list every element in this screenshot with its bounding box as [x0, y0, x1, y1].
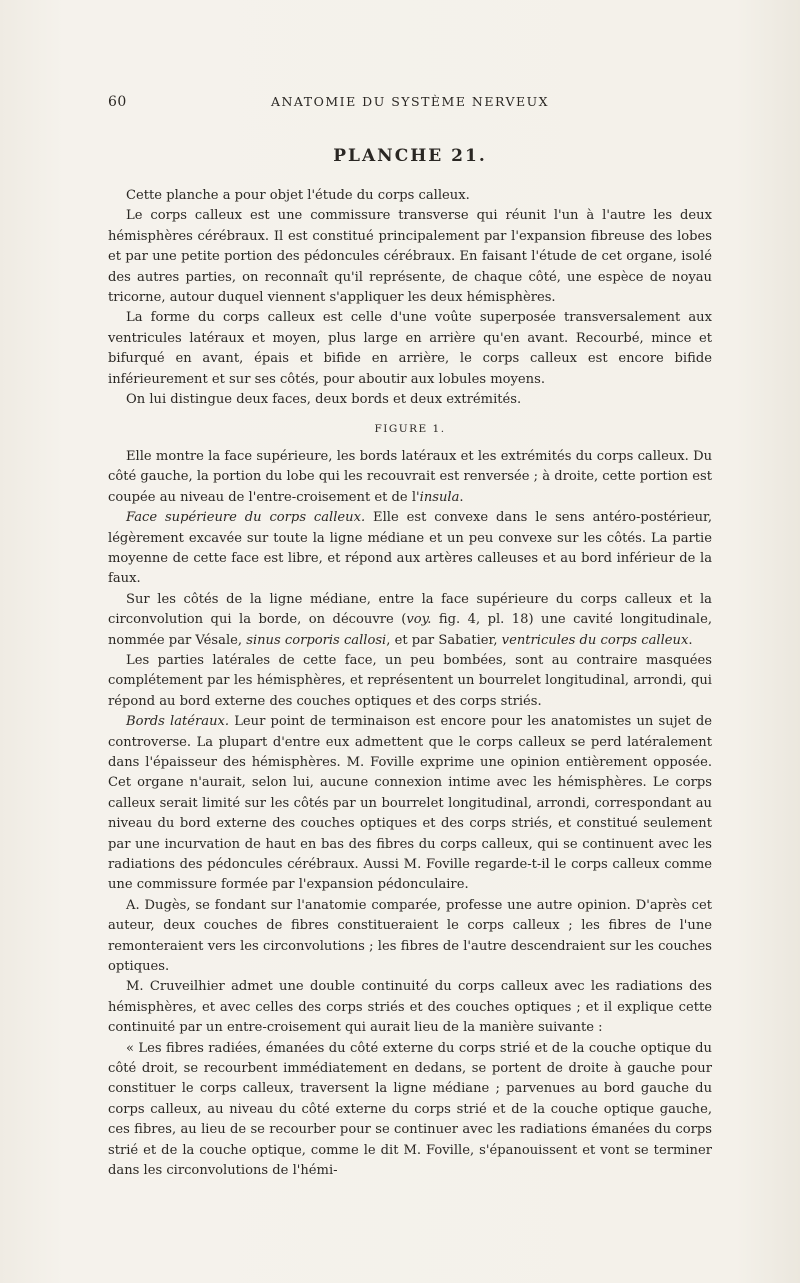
italic-term: voy.	[406, 612, 432, 628]
text-run: .	[688, 632, 693, 648]
body-text	[108, 186, 712, 1182]
italic-term: Bords latéraux.	[126, 714, 230, 730]
page-number: 60	[108, 94, 127, 110]
page-header	[108, 94, 712, 116]
paragraph	[108, 590, 712, 651]
text-run: Leur point de terminaison est encore pour les anatomistes un sujet de controverse. La plupart d'entre eux admettent que le corps calleux se perd latéralement dans l'épaisseur des hémisphères. M. Foville exprime une opinion entièrement opposée. Cet organe n'aurait, selon lui, aucune connexion intime avec les hémisphères. Le corps calleux serait limité sur les côtés par un bourrelet longitudinal, arrondi, correspondant au niveau du bord externe des couches optiques et des corps striés, et constitué seulement par une incurvation de haut en bas des fibres du corps calleux, qui se continuent avec les radiations des pédoncules cérébraux. Aussi M. Foville regarde-t-il le corps calleux comme une commissure formée par l'expansion pédonculaire.	[108, 714, 712, 893]
paragraph: Cette planche a pour objet l'étude du corps calleux.	[126, 188, 470, 203]
text-run: .	[459, 489, 464, 505]
paragraph	[108, 508, 712, 590]
paragraph: Les parties latérales de cette face, un peu bombées, sont au contraire masquées complétement par les hémisphères, et représentent un bourrelet longitudinal, arrondi, qui répond au bord externe des couches optiques et des corps striés.	[108, 652, 712, 709]
paragraph: On lui distingue deux faces, deux bords et deux extrémités.	[126, 392, 522, 408]
text-run: , et par Sabatier,	[386, 632, 502, 648]
italic-term: ventricules du corps calleux	[501, 632, 689, 648]
plate-title: PLANCHE 21.	[333, 146, 487, 166]
italic-term: Face supérieure du corps calleux.	[126, 510, 366, 526]
figure-heading: FIGURE 1.	[374, 423, 446, 436]
paragraph: M. Cruveilhier admet une double continuité du corps calleux avec les radiations des hémisphères, et avec celles des corps striés et des couches optiques ; et il explique cette continuité par un entre-croisement qui aurait lieu de la manière suivante :	[108, 979, 712, 1036]
italic-term: sinus corporis callosi	[246, 632, 387, 648]
text-run: fig. 4, pl. 18) une cavité longitudinale, nommée par Vésale,	[108, 612, 712, 648]
text-run: Elle montre la face supérieure, les bords latéraux et les extrémités du corps calleux. Du côté gauche, la portion du lobe qui les recouvrait est renversée ; à droite, cette portion est coupée au niveau de l'entre-croisement et de l'	[108, 448, 712, 505]
text-run: Elle est convexe dans le sens antéro-postérieur, légèrement excavée sur toute la ligne médiane et un peu convexe sur les côtés. La partie moyenne de cette face est libre, et répond aux artères calleuses et au bord inférieur de la faux.	[108, 510, 712, 587]
italic-term: insula	[419, 489, 460, 505]
paragraph: La forme du corps calleux est celle d'une voûte superposée transversalement aux ventricules latéraux et moyen, plus large en arrière qu'en avant. Recourbé, mince et bifurqué en avant, épais et bifide en arrière, le corps calleux est encore bifide inférieurement et sur ses côtés, pour aboutir aux lobules moyens.	[108, 310, 712, 387]
paragraph: « Les fibres radiées, émanées du côté externe du corps strié et de la couche optique du côté droit, se recourbent immédiatement en dedans, se portent de droite à gauche pour constituer le corps calleux, traversent la ligne médiane ; parvenues au bord gauche du corps calleux, au niveau du côté externe du corps strié et de la couche optique gauche, ces fibres, au lieu de se recourber pour se continuer avec les radiations émanées du corps strié et de la couche optique, comme le dit M. Foville, s'épanouissent et vont se terminer dans les circonvolutions de l'hémi-	[108, 1040, 712, 1179]
running-head: ANATOMIE DU SYSTÈME NERVEUX	[270, 94, 550, 109]
paragraph: A. Dugès, se fondant sur l'anatomie comparée, professe une autre opinion. D'après cet auteur, deux couches de fibres constitueraient le corps calleux ; les fibres de l'une remonteraient vers les circonvolutions ; les fibres de l'autre descendraient sur les couches optiques.	[108, 897, 712, 975]
text-run: Sur les côtés de la ligne médiane, entre la face supérieure du corps calleux et la circonvolution qui la borde, on découvre (	[108, 591, 712, 628]
paragraph	[108, 712, 712, 896]
paragraph: Le corps calleux est une commissure transverse qui réunit l'un à l'autre les deux hémisphères cérébraux. Il est constitué principalement par l'expansion fibreuse des lobes et par une petite portion des pédoncules cérébraux. En faisant l'étude de cet organe, isolé des autres parties, on reconnaît qu'il représente, de chaque côté, une espèce de noyau tricorne, autour duquel viennent s'appliquer les deux hémisphères.	[108, 208, 712, 306]
paragraph	[108, 447, 712, 508]
